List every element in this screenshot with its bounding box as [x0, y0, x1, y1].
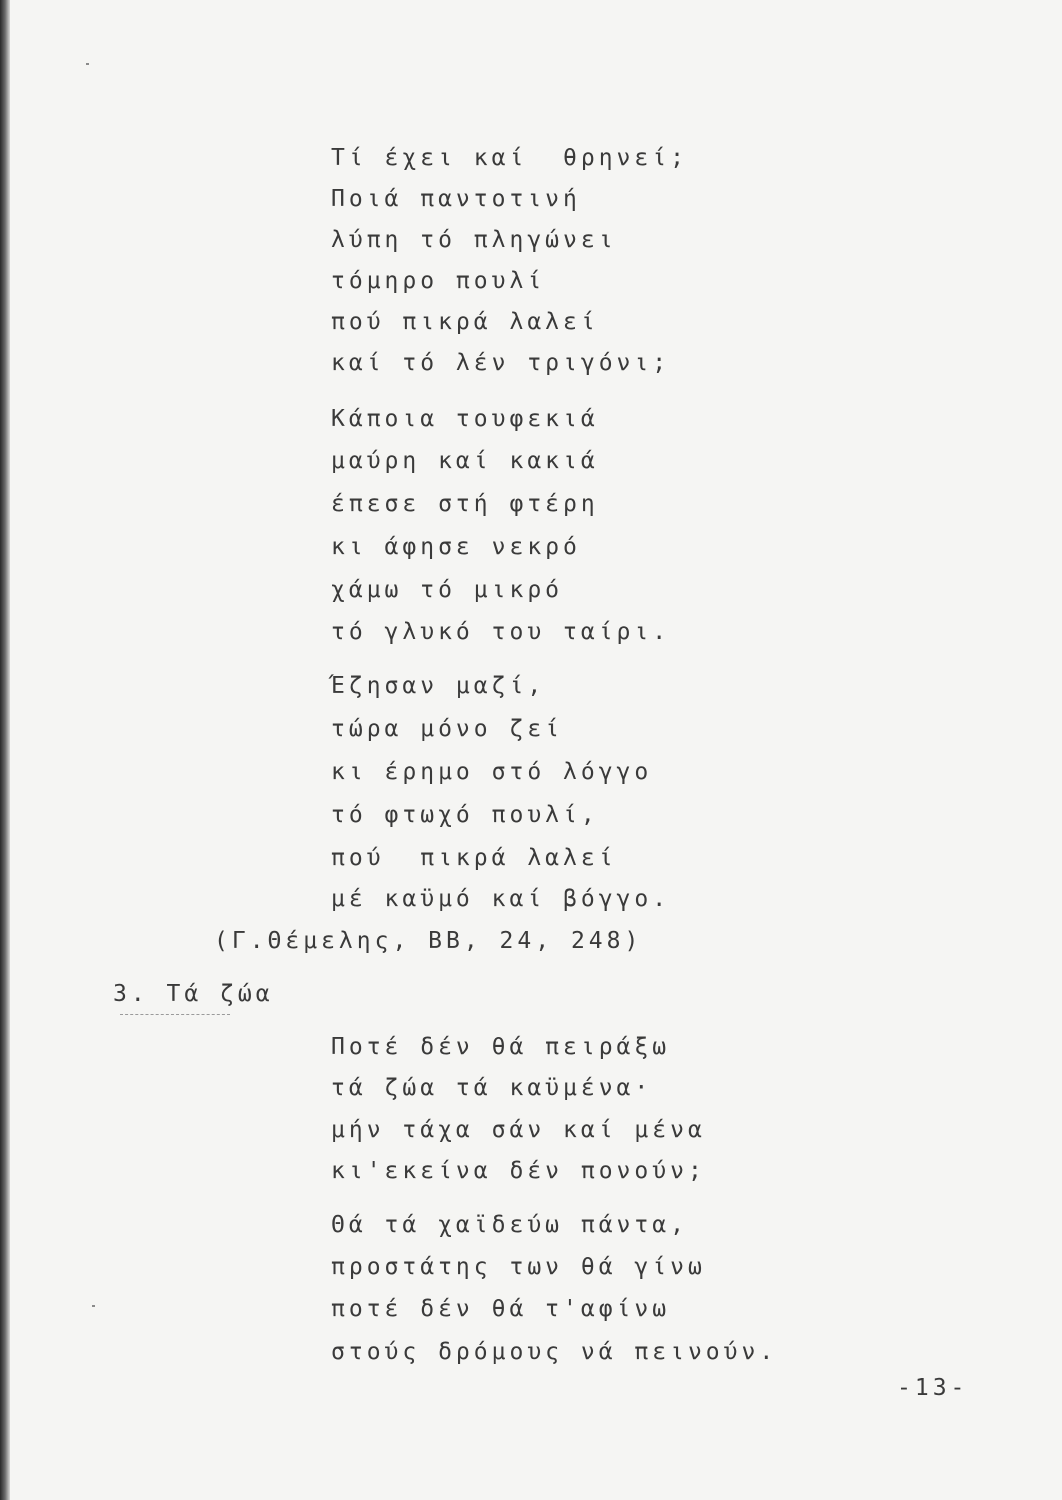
poem-line: Ποιά παντοτινή: [331, 186, 581, 212]
poem-line: Έζησαν μαζί,: [331, 673, 546, 699]
poem-line: προστάτης των θά γίνω: [331, 1254, 706, 1280]
poem-line: χάμω τό μικρό: [331, 577, 564, 603]
poem-line: μέ καϋμό καί βόγγο.: [331, 886, 671, 912]
poem-line: λύπη τό πληγώνει: [331, 227, 617, 253]
poem-line: ποτέ δέν θά τ'αφίνω: [331, 1296, 671, 1322]
poem-line: τόμηρο πουλί: [331, 268, 546, 294]
page-number: -13-: [897, 1375, 969, 1401]
section-heading: 3. Τά ζώα: [113, 981, 274, 1007]
poem-line: τό γλυκό του ταίρι.: [331, 619, 671, 645]
poem-line: Τί έχει καί θρηνεί;: [331, 145, 688, 171]
poem-line: στούς δρόμους νά πεινούν.: [331, 1339, 778, 1365]
paper-speck: [86, 63, 89, 65]
poem-line: έπεσε στή φτέρη: [331, 491, 599, 517]
poem-line: κι άφησε νεκρό: [331, 534, 581, 560]
poem-line: κι'εκείνα δέν πονούν;: [331, 1158, 706, 1184]
poem-line: τώρα μόνο ζεί: [331, 716, 564, 742]
section-heading-underline: [120, 1014, 230, 1015]
poem-line: κι έρημο στό λόγγο: [331, 759, 653, 785]
poem-line: Κάποια τουφεκιά: [331, 406, 599, 432]
poem-line: Θά τά χαϊδεύω πάντα,: [331, 1212, 688, 1238]
poem-citation: (Γ.Θέμελης, ΒΒ, 24, 248): [214, 928, 643, 954]
poem-line: πού πικρά λαλεί: [331, 845, 617, 871]
poem-line: Ποτέ δέν θά πειράξω: [331, 1034, 671, 1060]
poem-line: τό φτωχό πουλί,: [331, 802, 599, 828]
poem-line: τά ζώα τά καϋμένα·: [331, 1075, 653, 1101]
poem-line: μήν τάχα σάν καί μένα: [331, 1117, 706, 1143]
paper-speck: [92, 1305, 95, 1307]
page-binding-edge: [0, 0, 10, 1500]
poem-line: καί τό λέν τριγόνι;: [331, 350, 671, 376]
poem-line: πού πικρά λαλεί: [331, 309, 599, 335]
poem-line: μαύρη καί κακιά: [331, 448, 599, 474]
